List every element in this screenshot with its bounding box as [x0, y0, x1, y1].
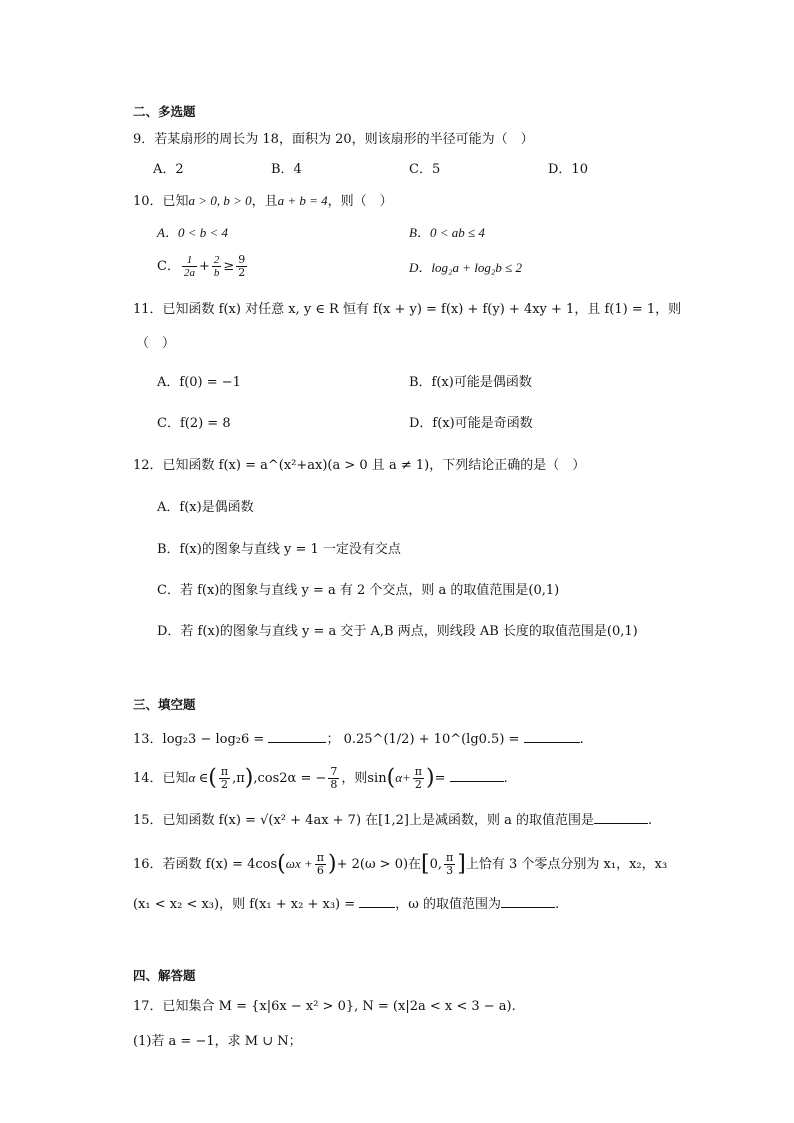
paren-open: (	[208, 765, 217, 791]
q14-answer-blank	[450, 769, 504, 782]
q16-zero: 0,	[429, 857, 443, 872]
question-9-stem: 9．若某扇形的周长为 18，面积为 20，则该扇形的半径可能为（ ）	[133, 132, 534, 147]
q10-option-c-label: C．	[157, 259, 180, 274]
fraction-pi-over-6: $\frac{\pi}{6}$	[316, 851, 324, 877]
question-11-stem: 11．已知函数 f(x) 对任意 x, y ∈ R 恒有 f(x + y) = f(x) + f(y) + 4xy + 1，且 f(1) = 1，则	[133, 302, 682, 317]
q13-answer-blank-2	[524, 730, 580, 743]
q16-pre: 16．若函数 f(x) = 4cos	[133, 857, 278, 872]
q9-option-a: A．2	[153, 162, 184, 177]
paren-open-3: (	[277, 851, 286, 877]
question-15: 15．已知函数 f(x) = √(x² + 4ax + 7) 在[1,2]上是减函数，则 a 的取值范围是 .	[133, 813, 653, 828]
q10-mid: ，且	[251, 194, 278, 209]
section-heading-solutions: 四、解答题	[133, 968, 196, 983]
q10-option-b: B．0 < ab ≤ 4	[409, 225, 485, 240]
question-12-stem: 12．已知函数 f(x) = a^(x²+ax)(a > 0 且 a ≠ 1)，下列结论正确的是（ ）	[133, 458, 586, 473]
q14-pre: 14．已知	[133, 771, 189, 786]
q16-mid: + 2(ω > 0)在	[336, 857, 422, 872]
paren-close: )	[244, 765, 254, 791]
q16-line2b: ，ω 的取值范围为	[395, 897, 502, 912]
q16-answer-blank-2	[501, 895, 555, 908]
q16-line2a: (x₁ < x₂ < x₃)，则 f(x₁ + x₂ + x₃) =	[133, 897, 356, 912]
question-13: 13．log₂3 − log₂6 = ； 0.25^(1/2) + 10^(lg0.5) = .	[133, 732, 584, 747]
q12-option-c: C．若 f(x)的图象与直线 y = a 有 2 个交点，则 a 的取值范围是(0,1)	[157, 583, 560, 598]
q9-option-b: B．4	[271, 162, 302, 177]
q11-option-d: D．f(x)可能是奇函数	[409, 416, 533, 431]
q13-answer-blank-1	[268, 730, 326, 743]
q9-option-c: C．5	[409, 162, 441, 177]
q12-option-d: D．若 f(x)的图象与直线 y = a 交于 A,B 两点，则线段 AB 长度的取值范围是(0,1)	[157, 624, 638, 639]
q13-first-expression: 13．log₂3 − log₂6 =	[133, 732, 265, 747]
question-17-part-1: (1)若 a = −1，求 M ∪ N；	[133, 1034, 302, 1049]
q16-omega-x: ωx +	[285, 856, 313, 871]
section-heading-multiple-choice: 二、多选题	[133, 104, 196, 119]
q14-eq: =	[434, 771, 446, 786]
question-14: 14．已知α ∈( $\frac{\pi}{2}$ ,π),cos2α = − $\frac{7}{8}$ ，则sin(α+ $\frac{\pi}{2}$ )= .	[133, 765, 508, 791]
fraction-9-over-2: $\frac{9}{2}$	[238, 253, 246, 279]
fraction-pi-over-3: $\frac{\pi}{3}$	[446, 851, 454, 877]
paren-close-2: )	[426, 765, 435, 791]
q14-sin: sin	[367, 771, 387, 786]
q14-then: ，则	[341, 771, 368, 786]
q9-option-d: D．10	[548, 162, 588, 177]
q16-post: 上恰有 3 个零点分别为 x₁，x₂，x₃	[465, 857, 668, 872]
q10-option-c: C． $\frac{1}{2a}$ + $\frac{2}{b}$ ≥ $\frac{9}{2}$	[157, 253, 246, 279]
question-17-stem: 17．已知集合 M = {x|6x − x² > 0}, N = (x|2a < x < 3 − a).	[133, 999, 516, 1014]
q11-option-a: A．f(0) = −1	[157, 375, 241, 390]
fraction-7-over-8: $\frac{7}{8}$	[330, 765, 338, 791]
q12-option-a: A．f(x)是偶函数	[157, 500, 254, 515]
q10-pre: 10．已知	[133, 194, 189, 209]
q14-cos: ,cos2α = −	[253, 771, 327, 786]
paren-open-2: (	[386, 765, 396, 791]
q14-alpha-plus: α+	[395, 770, 411, 785]
question-11-parens: （ ）	[136, 336, 176, 351]
question-16-line-1	[133, 852, 667, 877]
fraction-pi-over-2-b: $\frac{\pi}{2}$	[414, 765, 423, 791]
question-16-line-2: (x₁ < x₂ < x₃)，则 f(x₁ + x₂ + x₃) = ，ω 的取值范围为 .	[133, 897, 560, 912]
q15-answer-blank	[594, 811, 648, 824]
q10-option-a: A．0 < b < 4	[157, 225, 228, 240]
q10-post: ，则（ ）	[327, 194, 393, 209]
q14-pi: ,π	[232, 771, 245, 786]
q14-alpha: α ∈	[188, 770, 209, 785]
q10-equation: a + b = 4	[277, 193, 328, 208]
question-10-stem	[133, 192, 393, 211]
q15-text: 15．已知函数 f(x) = √(x² + 4ax + 7) 在[1,2]上是减函数，则 a 的取值范围是	[133, 813, 594, 828]
fraction-2-over-b: $\frac{2}{b}$	[213, 254, 220, 279]
bracket-open: [	[421, 851, 430, 877]
paren-close-3: )	[327, 851, 337, 877]
bracket-close: ]	[457, 851, 466, 877]
q12-option-b: B．f(x)的图象与直线 y = 1 一定没有交点	[157, 542, 401, 557]
q10-option-d: D．log₂a + log₂b ≤ 2	[409, 260, 523, 275]
q13-separator: ；	[326, 732, 340, 747]
q13-second-expression: 0.25^(1/2) + 10^(lg0.5) =	[343, 732, 520, 747]
fraction-1-over-2a: $\frac{1}{2a}$	[183, 254, 195, 279]
q10-condition: a > 0, b > 0	[188, 193, 252, 208]
section-heading-fill-in: 三、填空题	[133, 697, 196, 712]
q11-option-b: B．f(x)可能是偶函数	[409, 375, 532, 390]
q11-option-c: C．f(2) = 8	[157, 416, 231, 431]
fraction-pi-over-2: $\frac{\pi}{2}$	[220, 765, 229, 791]
q16-answer-blank-1	[359, 895, 395, 908]
